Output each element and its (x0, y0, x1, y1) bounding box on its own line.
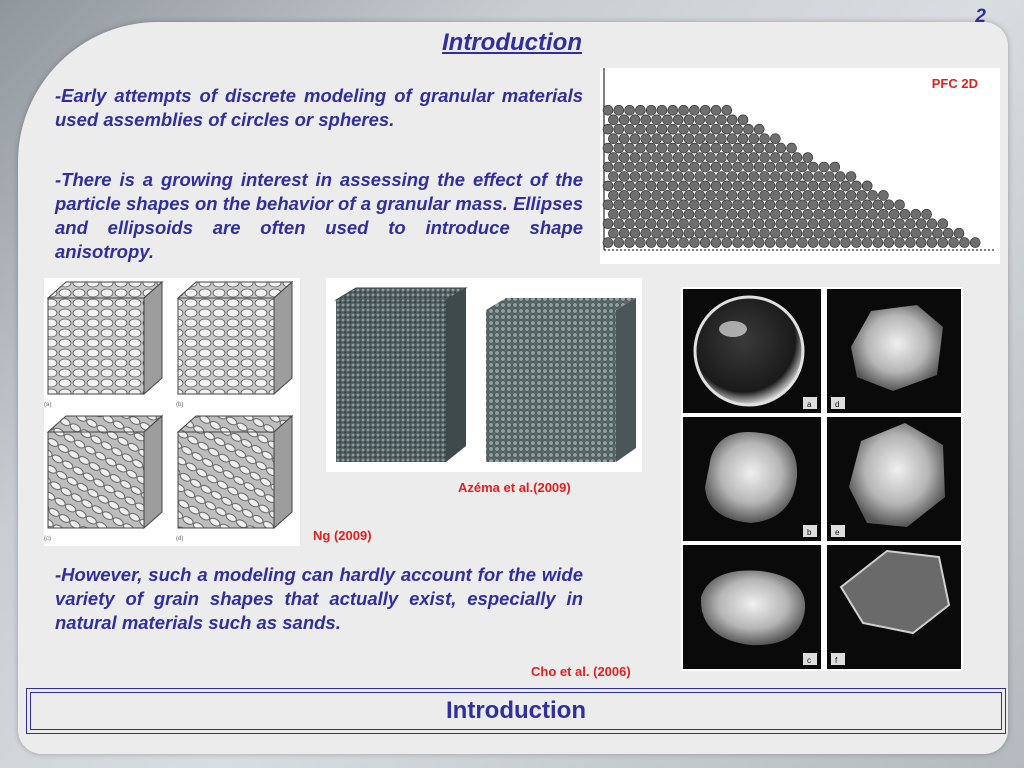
ng-label-d: (d) (176, 536, 184, 542)
cho-grains-image (681, 287, 963, 671)
slide-number: 2 (975, 6, 986, 27)
azema-grain-boxes-figure (326, 278, 642, 472)
footer-title: Introduction (26, 688, 1006, 734)
cho-label-c: c (807, 656, 811, 665)
cho-natural-grains-figure (681, 287, 963, 671)
cho-label-e: e (835, 528, 840, 537)
pfc-2d-figure (600, 68, 1000, 264)
ng-label-a: (a) (44, 402, 52, 408)
slide-title: Introduction (442, 29, 582, 56)
cho-label-a: a (807, 400, 812, 409)
azema-boxes-image (326, 278, 642, 472)
ng-cubes-image (44, 278, 300, 546)
cho-label-f: f (835, 656, 838, 665)
paragraph-2: -There is a growing interest in assessing the effect of the particle shapes on the behavior of a granular mass. Ellipses and ellipsoids are often used to introduce shape anisotropy. (55, 169, 583, 262)
cho-label-d: d (835, 400, 840, 409)
ng-ellipsoid-cubes-figure (44, 278, 300, 546)
azema-caption: Azéma et al.(2009) (458, 480, 571, 495)
pfc-circles-image (600, 68, 1000, 264)
ng-label-b: (b) (176, 402, 184, 408)
cho-label-b: b (807, 528, 812, 537)
ng-label-c: (c) (44, 536, 51, 542)
ng-caption: Ng (2009) (313, 528, 372, 543)
cho-caption: Cho et al. (2006) (531, 664, 631, 679)
paragraph-3: -However, such a modeling can hardly account for the wide variety of grain shapes that actually exist, especially in natural materials such as sands. (55, 564, 583, 633)
pfc-label: PFC 2D (931, 76, 978, 91)
paragraph-1: -Early attempts of discrete modeling of granular materials used assemblies of circles or spheres. (55, 85, 583, 130)
